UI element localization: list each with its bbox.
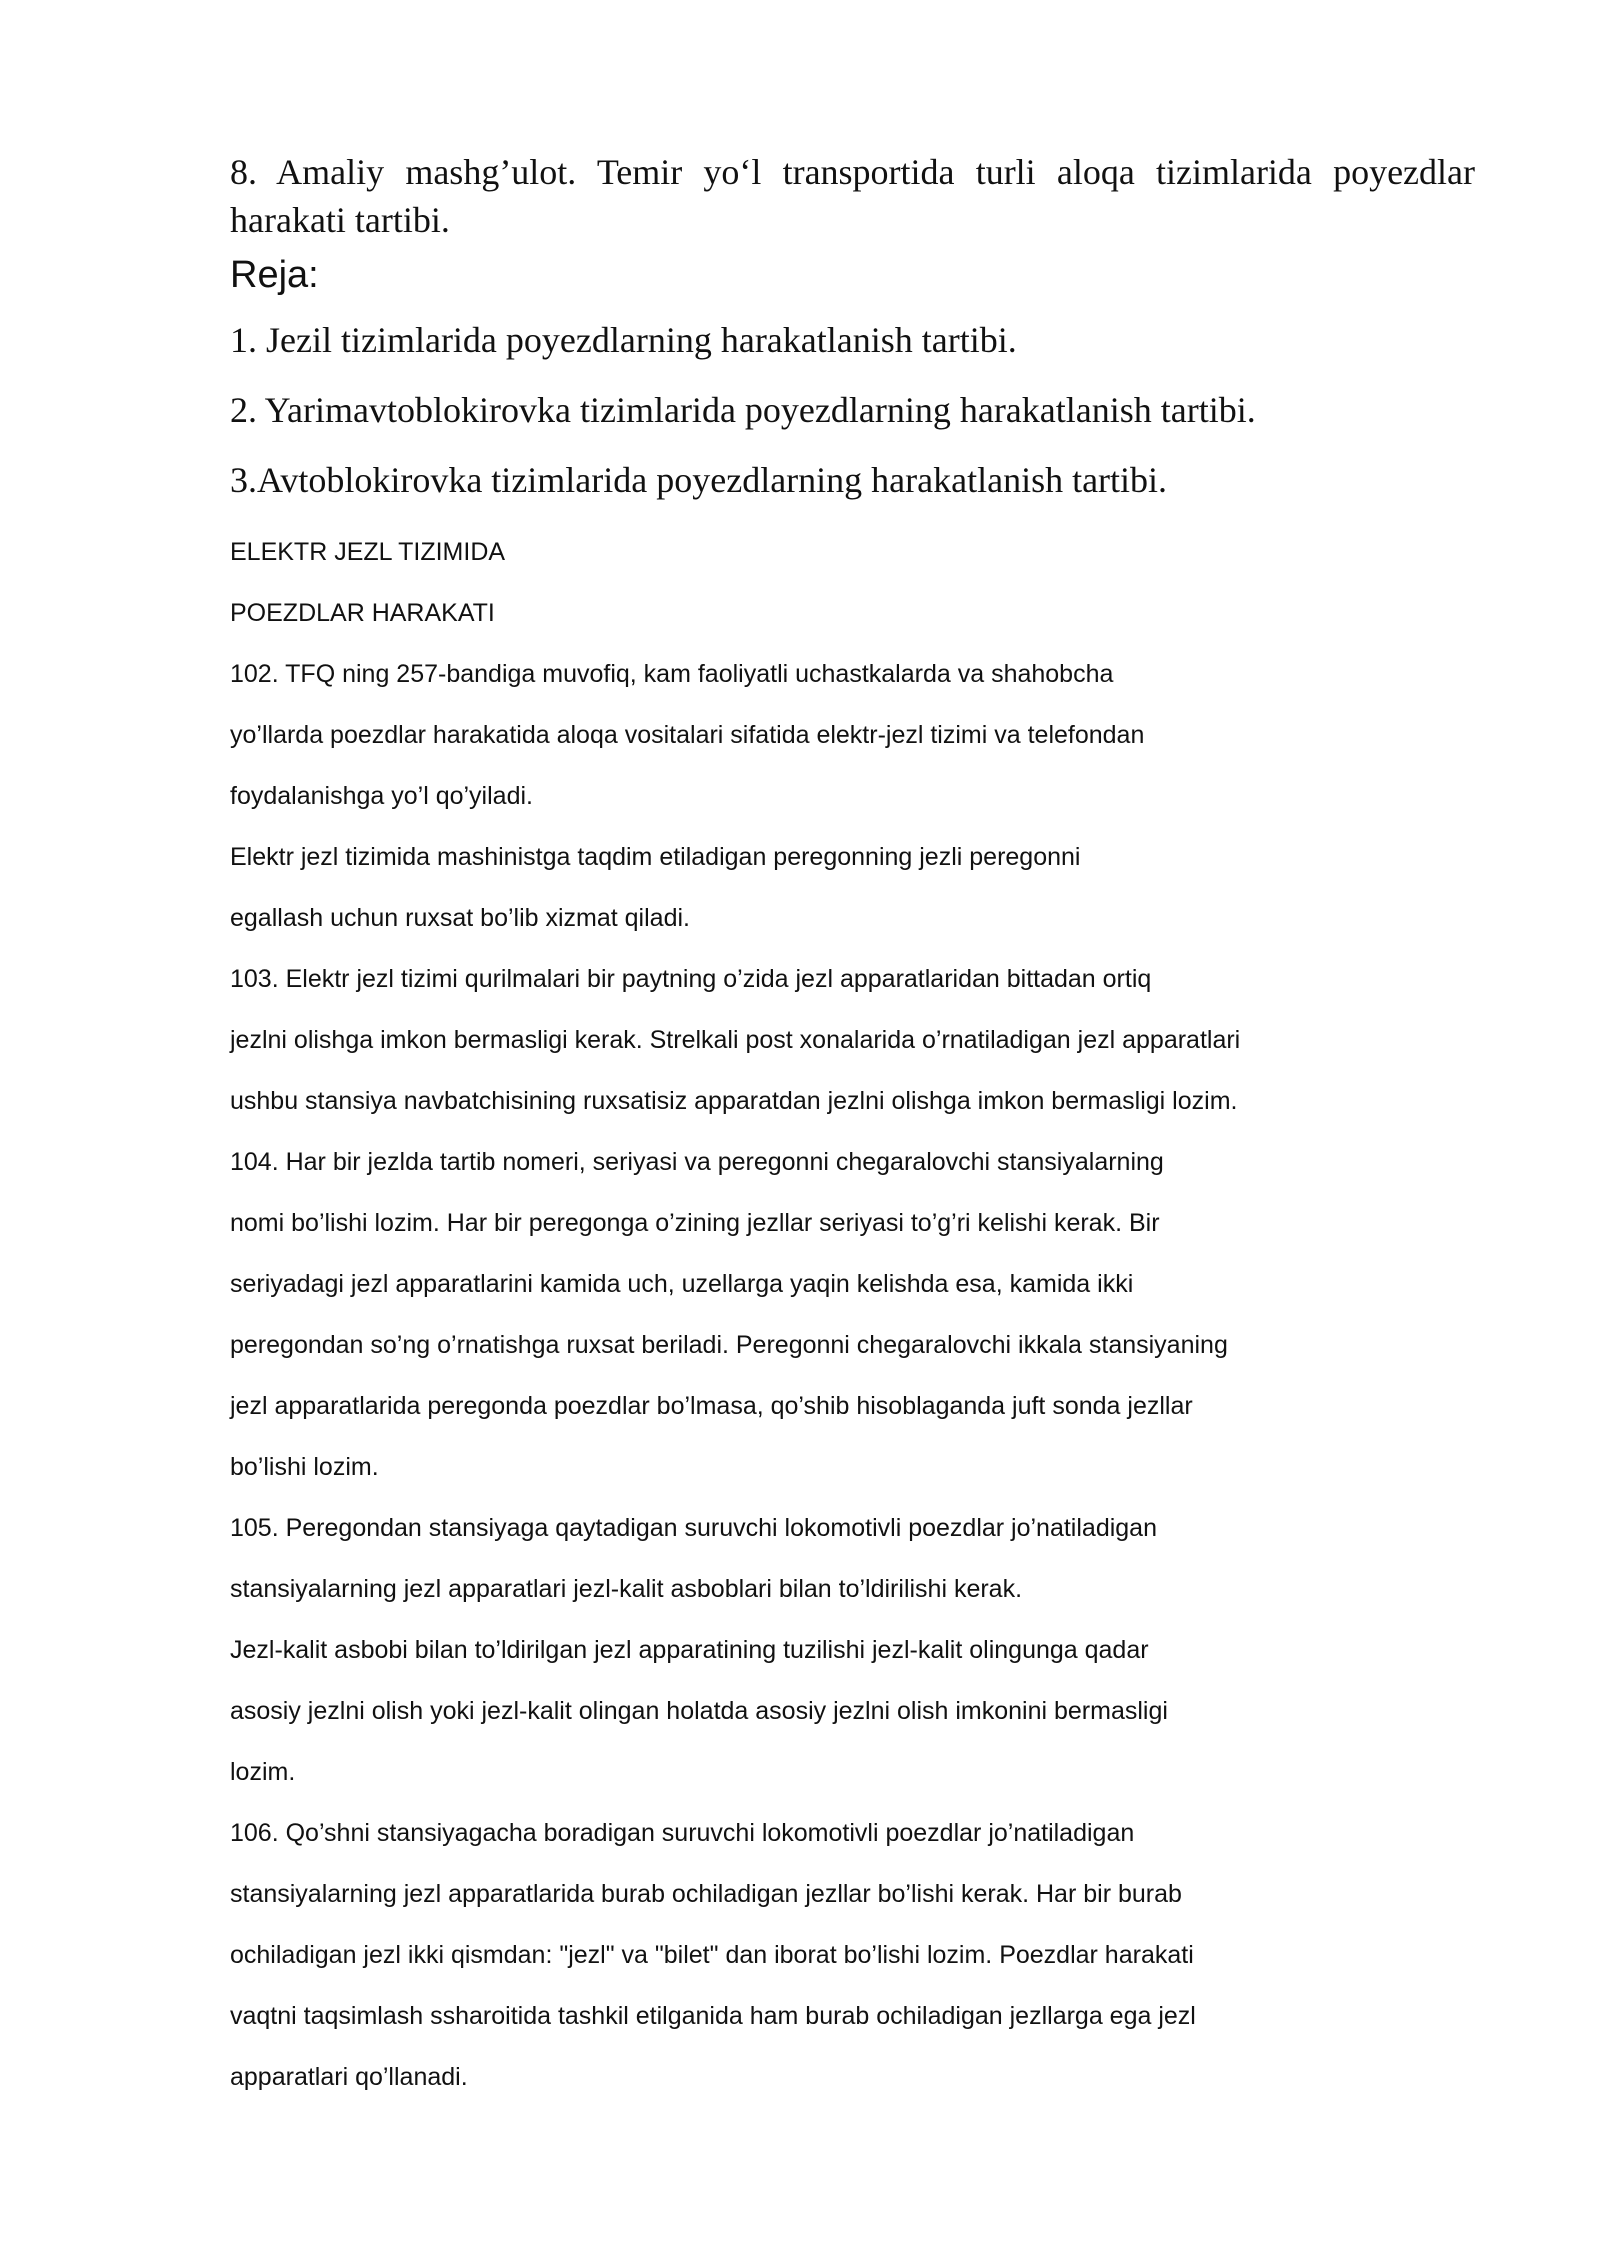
section-heading: POEZDLAR HARAKATI (230, 599, 495, 627)
text-line: asosiy jezlni olish yoki jezl-kalit olingan holatda asosiy jezlni olish imkonini bermasligi (230, 1697, 1168, 1725)
text-line: Elektr jezl tizimida mashinistga taqdim etiladigan peregonning jezli peregonni (230, 843, 1081, 871)
document-title: 8. Amaliy mashg’ulot. Temir yo‘l transportida turli aloqa tizimlarida poyezdlar harakati tartibi. (230, 152, 1475, 240)
section-heading: ELEKTR JEZL TIZIMIDA (230, 538, 506, 566)
text-line: 106. Qo’shni stansiyagacha boradigan suruvchi lokomotivli poezdlar jo’natiladigan (230, 1819, 1135, 1847)
text-line: yo’llarda poezdlar harakatida aloqa vositalari sifatida elektr-jezl tizimi va telefondan (230, 721, 1145, 749)
text-line: seriyadagi jezl apparatlarini kamida uch, uzellarga yaqin kelishda esa, kamida ikki (230, 1270, 1134, 1298)
text-line: ushbu stansiya navbatchisining ruxsatisiz apparatdan jezlni olishga imkon bermasligi lozim. (230, 1087, 1238, 1115)
body-text (230, 522, 1475, 2108)
text-line: apparatlari qo’llanadi. (230, 2063, 468, 2091)
plan-item: 1. Jezil tizimlarida poyezdlarning harakatlanish tartibi. (230, 320, 1017, 360)
plan-item: 2. Yarimavtoblokirovka tizimlarida poyezdlarning harakatlanish tartibi. (230, 390, 1256, 430)
text-line: stansiyalarning jezl apparatlarida burab ochiladigan jezllar bo’lishi kerak. Har bir burab (230, 1880, 1182, 1908)
text-line: vaqtni taqsimlash ssharoitida tashkil etilganida ham burab ochiladigan jezllarga ega jezl (230, 2002, 1196, 2030)
text-line: jezl apparatlarida peregonda poezdlar bo’lmasa, qo’shib hisoblaganda juft sonda jezllar (230, 1392, 1193, 1420)
text-line: lozim. (230, 1758, 296, 1786)
text-line: peregondan so’ng o’rnatishga ruxsat beriladi. Peregonni chegaralovchi ikkala stansiyaning (230, 1331, 1228, 1359)
text-line: 102. TFQ ning 257-bandiga muvofiq, kam faoliyatli uchastkalarda va shahobcha (230, 660, 1114, 688)
text-line: 105. Peregondan stansiyaga qaytadigan suruvchi lokomotivli poezdlar jo’natiladigan (230, 1514, 1157, 1542)
text-line: 104. Har bir jezlda tartib nomeri, seriyasi va peregonni chegaralovchi stansiyalarning (230, 1148, 1164, 1176)
text-line: Jezl-kalit asbobi bilan to’ldirilgan jezl apparatining tuzilishi jezl-kalit olingunga qadar (230, 1636, 1149, 1664)
text-line: foydalanishga yo’l qo’yiladi. (230, 782, 533, 810)
text-line: bo’lishi lozim. (230, 1453, 379, 1481)
text-line: egallash uchun ruxsat bo’lib xizmat qiladi. (230, 904, 690, 932)
text-line: ochiladigan jezl ikki qismdan: "jezl" va "bilet" dan iborat bo’lishi lozim. Poezdlar harakati (230, 1941, 1194, 1969)
plan-item: 3.Avtoblokirovka tizimlarida poyezdlarning harakatlanish tartibi. (230, 460, 1168, 500)
text-line: stansiyalarning jezl apparatlari jezl-kalit asboblari bilan to’ldirilishi kerak. (230, 1575, 1023, 1603)
text-line: nomi bo’lishi lozim. Har bir peregonga o’zining jezllar seriyasi to’g’ri kelishi kerak. Bir (230, 1209, 1160, 1237)
plan-list (230, 316, 1475, 504)
document-page (230, 148, 1475, 2108)
plan-heading: Reja: (230, 254, 319, 296)
text-line: 103. Elektr jezl tizimi qurilmalari bir paytning o’zida jezl apparatlaridan bittadan ortiq (230, 965, 1152, 993)
text-line: jezlni olishga imkon bermasligi kerak. Strelkali post xonalarida o’rnatiladigan jezl apparatlari (230, 1026, 1241, 1054)
